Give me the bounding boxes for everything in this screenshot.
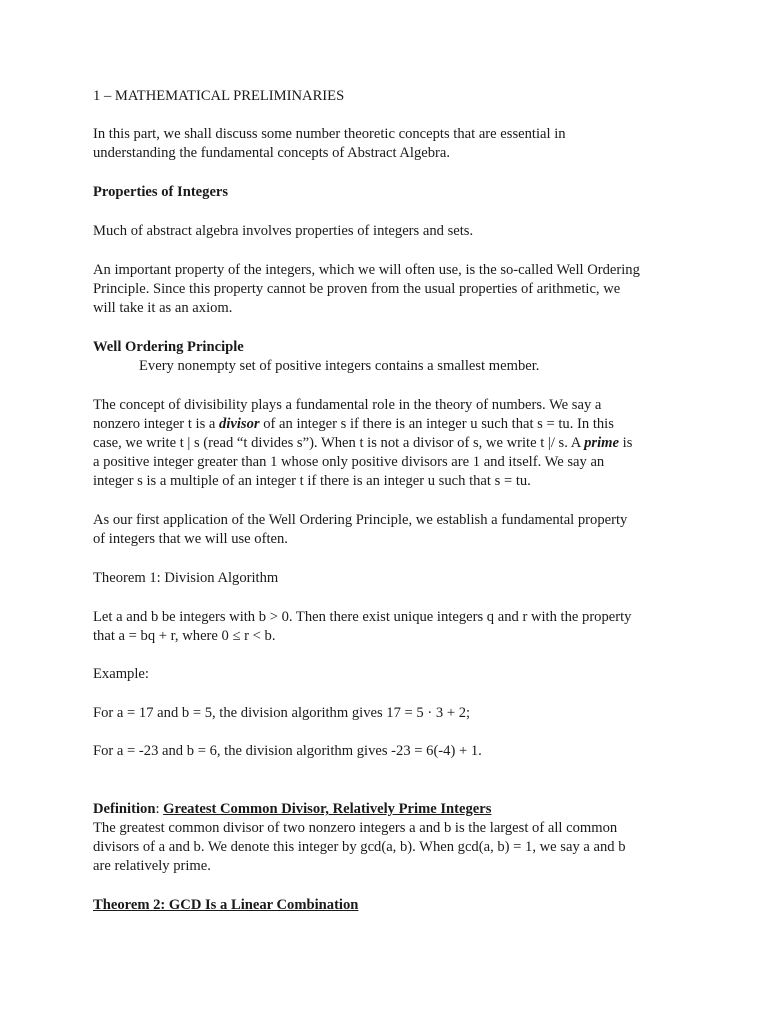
example-label: Example:	[93, 666, 149, 682]
theorem2-title: Theorem 2: GCD Is a Linear Combination	[93, 897, 359, 913]
divisibility-text: is	[619, 435, 633, 451]
definition-colon: :	[155, 801, 164, 817]
divisibility-line-4: a positive integer greater than 1 whose only positive divisors are 1 and itself. We say an	[93, 454, 605, 470]
section-title: 1 – MATHEMATICAL PRELIMINARIES	[93, 88, 345, 104]
divisibility-line-2	[93, 415, 614, 434]
divisibility-text: case, we write t | s (read “t divides s”). When t is not a divisor of s, we write t |/ s. A	[93, 435, 585, 451]
theorem1-line-2: that a = bq + r, where 0 ≤ r < b.	[93, 628, 276, 644]
wop-heading: Well Ordering Principle	[93, 339, 244, 355]
prime-term: prime	[584, 435, 619, 451]
divisor-term: divisor	[219, 416, 260, 432]
divisibility-line-3	[93, 434, 632, 453]
example-1: For a = 17 and b = 5, the division algorithm gives 17 = 5 · 3 + 2;	[93, 705, 471, 721]
theorem1-line-1: Let a and b be integers with b > 0. Then there exist unique integers q and r with the property	[93, 609, 632, 625]
intro-line-2: understanding the fundamental concepts of Abstract Algebra.	[93, 145, 451, 161]
intro-line-1: In this part, we shall discuss some number theoretic concepts that are essential in	[93, 126, 566, 142]
important-line-2: Principle. Since this property cannot be proven from the usual properties of arithmetic, we	[93, 281, 621, 297]
divisibility-line-1: The concept of divisibility plays a fundamental role in the theory of numbers. We say a	[93, 397, 602, 413]
definition-line-2: divisors of a and b. We denote this integer by gcd(a, b). When gcd(a, b) = 1, we say a and b	[93, 839, 626, 855]
wop-statement: Every nonempty set of positive integers contains a smallest member.	[139, 358, 540, 374]
properties-paragraph: Much of abstract algebra involves properties of integers and sets.	[93, 223, 474, 239]
definition-heading	[93, 800, 491, 819]
example-2: For a = -23 and b = 6, the division algorithm gives -23 = 6(-4) + 1.	[93, 743, 482, 759]
definition-label: Definition	[93, 801, 156, 817]
important-line-3: will take it as an axiom.	[93, 300, 233, 316]
properties-heading: Properties of Integers	[93, 184, 229, 200]
first-app-line-2: of integers that we will use often.	[93, 531, 288, 547]
important-line-1: An important property of the integers, which we will often use, is the so-called Well Ordering	[93, 262, 640, 278]
theorem1-title: Theorem 1: Division Algorithm	[93, 570, 279, 586]
definition-line-3: are relatively prime.	[93, 858, 211, 874]
divisibility-text: of an integer s if there is an integer u such that s = tu. In this	[259, 416, 614, 432]
definition-line-1: The greatest common divisor of two nonzero integers a and b is the largest of all common	[93, 820, 618, 836]
divisibility-text: nonzero integer t is a	[93, 416, 220, 432]
definition-title: Greatest Common Divisor, Relatively Prime Integers	[163, 801, 492, 817]
divisibility-line-5: integer s is a multiple of an integer t if there is an integer u such that s = tu.	[93, 473, 531, 489]
first-app-line-1: As our first application of the Well Ordering Principle, we establish a fundamental property	[93, 512, 628, 528]
